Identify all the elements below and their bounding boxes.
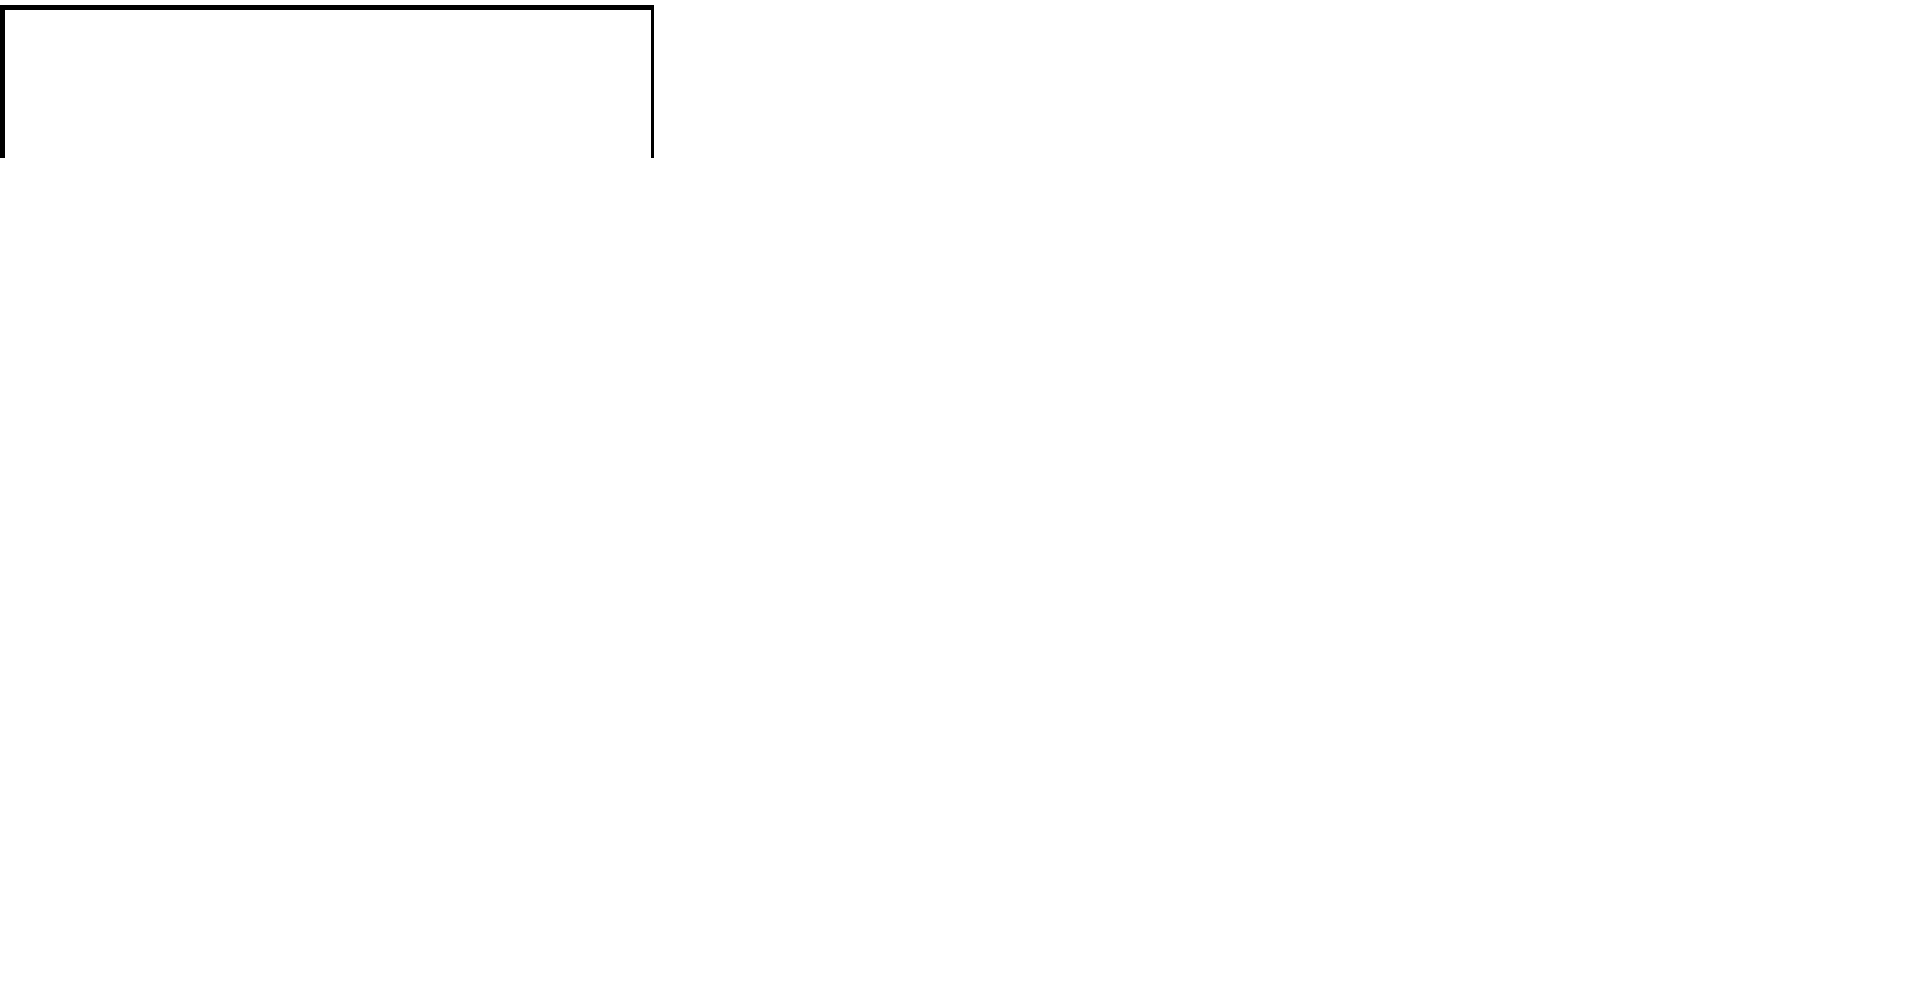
feature-headers-diagonal [1195,0,1920,158]
header-title-cell [0,5,654,158]
